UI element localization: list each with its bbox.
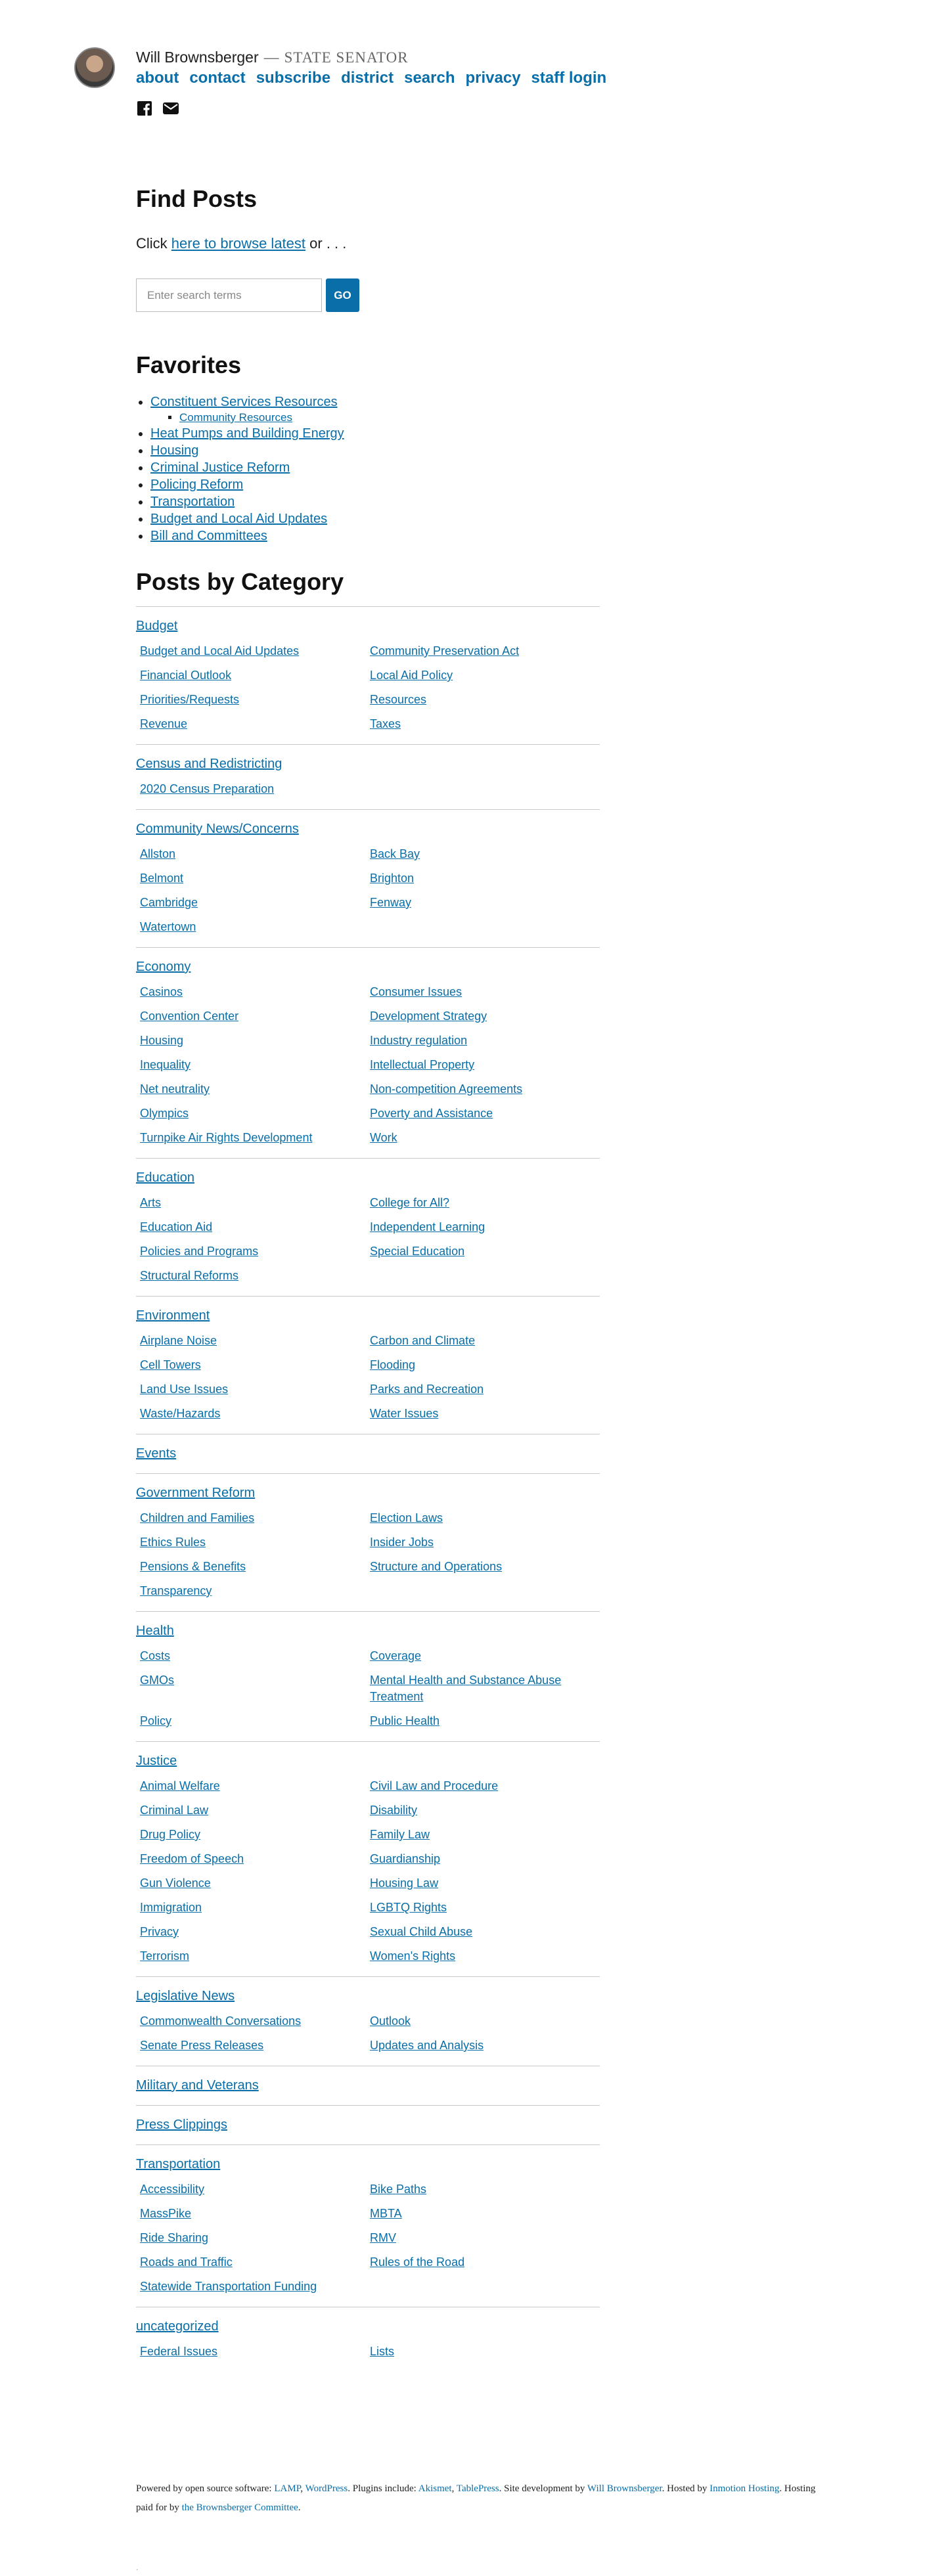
subcategory-link[interactable]: Policy (140, 1714, 172, 1727)
subcategory-link[interactable]: Non-competition Agreements (370, 1082, 523, 1096)
category-link[interactable]: Economy (136, 960, 191, 974)
subcategory-cell (140, 692, 370, 708)
subcategory-link[interactable]: Commonwealth Conversations (140, 2014, 302, 2028)
subcategory-cell (370, 984, 600, 1000)
categories-title: Posts by Category (136, 568, 344, 595)
subcategory-cell (370, 1008, 600, 1025)
favorite-item (150, 459, 600, 476)
subcategory-cell (370, 1672, 600, 1705)
category-section (136, 1611, 600, 1741)
subcategory-cell (140, 984, 370, 1000)
subcategory-cell (370, 1057, 600, 1073)
category-link[interactable]: Community News/Concerns (136, 822, 299, 836)
subcategory-link[interactable]: Sexual Child Abuse (370, 1925, 473, 1938)
subcategory-link[interactable]: Intellectual Property (370, 1058, 475, 1071)
subcategory-cell (370, 716, 600, 732)
subcategory-cell (140, 1381, 370, 1398)
subcategory-grid (136, 1195, 600, 1284)
nav-contact[interactable]: contact (189, 69, 246, 87)
footer-lamp-link[interactable]: LAMP (274, 2483, 301, 2494)
subcategory-link[interactable]: Criminal Law (140, 1804, 209, 1817)
subcategory-link[interactable]: Education Aid (140, 1220, 213, 1233)
site-role: STATE SENATOR (284, 49, 409, 66)
category-section (136, 2144, 600, 2307)
subcategory-link[interactable]: Land Use Issues (140, 1383, 229, 1396)
category-section (136, 1158, 600, 1296)
subcategory-cell (370, 1510, 600, 1526)
subcategory-cell (140, 1130, 370, 1146)
subcategory-cell (370, 1081, 600, 1098)
subcategory-cell (140, 1802, 370, 1819)
subcategory-link[interactable]: Water Issues (370, 1407, 439, 1420)
category-section (136, 1976, 600, 2066)
subcategory-grid (136, 1333, 600, 1422)
subcategory-grid (136, 1778, 600, 1965)
subcategory-cell (370, 2254, 600, 2271)
subcategory-cell (370, 2343, 600, 2360)
subcategory-link[interactable]: Waste/Hazards (140, 1407, 221, 1420)
subcategory-cell (140, 2254, 370, 2271)
footer-dev-link[interactable]: Will Brownsberger (587, 2483, 662, 2494)
subcategory-link[interactable]: Family Law (370, 1828, 430, 1841)
avatar[interactable] (74, 47, 115, 88)
email-icon[interactable] (162, 100, 179, 117)
favorite-link[interactable]: Policing Reform (150, 477, 244, 492)
category-section (136, 2066, 600, 2105)
subcategory-link[interactable]: Development Strategy (370, 1010, 487, 1023)
category-section (136, 1473, 600, 1611)
subcategory-link[interactable]: Drug Policy (140, 1828, 201, 1841)
subcategory-cell (140, 667, 370, 684)
subcategory-cell (140, 1243, 370, 1260)
title-separator: — (263, 49, 279, 66)
category-section (136, 2307, 600, 2372)
subcategory-cell (370, 1130, 600, 1146)
facebook-icon[interactable] (136, 100, 153, 117)
favorite-link[interactable]: Budget and Local Aid Updates (150, 512, 328, 526)
category-section (136, 2105, 600, 2144)
subcategory-link[interactable]: Allston (140, 847, 176, 860)
subcategory-link[interactable]: Local Aid Policy (370, 669, 453, 682)
subcategory-cell (140, 846, 370, 862)
subcategory-cell (370, 1827, 600, 1843)
footer-end: . (298, 2502, 301, 2513)
subcategory-link[interactable]: Roads and Traffic (140, 2255, 233, 2269)
subcategory-cell (140, 919, 370, 935)
subcategory-cell (140, 1875, 370, 1892)
favorite-link[interactable]: Bill and Committees (150, 529, 267, 543)
subcategory-cell (140, 870, 370, 887)
subcategory-cell (370, 1219, 600, 1235)
subcategory-link[interactable]: Cell Towers (140, 1358, 201, 1371)
subcategory-grid (136, 643, 600, 732)
subcategory-cell (140, 1948, 370, 1965)
category-link[interactable]: Budget (136, 619, 178, 633)
favorite-item (150, 510, 600, 527)
subcategory-link[interactable]: Taxes (370, 717, 401, 730)
category-list (136, 606, 600, 2372)
subcategory-cell (140, 1851, 370, 1867)
site-footer: Powered by open source software: LAMP, WordPress. Plugins include: Akismet, TablePress. Site development by Will Brownsberger. Hosted by Inmotion Hosting. Hosting paid for by the Brownsberger Committee. (136, 2483, 816, 2513)
subcategory-link[interactable]: Insider Jobs (370, 1536, 434, 1549)
subcategory-link[interactable]: Gun Violence (140, 1876, 211, 1890)
subcategory-link[interactable]: Civil Law and Procedure (370, 1779, 499, 1792)
subcategory-link[interactable]: Structural Reforms (140, 1269, 239, 1282)
subcategory-cell (140, 895, 370, 911)
subcategory-link[interactable]: Privacy (140, 1925, 179, 1938)
favorite-subitem (179, 411, 600, 425)
subcategory-link[interactable]: Poverty and Assistance (370, 1107, 493, 1120)
subcategory-link[interactable]: Transparency (140, 1584, 212, 1597)
subcategory-link[interactable]: Public Health (370, 1714, 440, 1727)
subcategory-link[interactable]: Pensions & Benefits (140, 1560, 246, 1573)
subcategory-grid (136, 2013, 600, 2054)
subcategory-link[interactable]: Work (370, 1131, 397, 1144)
category-link[interactable]: Legislative News (136, 1989, 235, 2003)
subcategory-cell (140, 1778, 370, 1794)
subcategory-link[interactable]: MassPike (140, 2207, 192, 2220)
subcategory-link[interactable]: Industry regulation (370, 1034, 468, 1047)
subcategory-cell (140, 1899, 370, 1916)
footer-plugins-prefix: . Plugins include: (348, 2483, 417, 2494)
subcategory-cell (370, 2230, 600, 2246)
find-posts-title: Find Posts (136, 185, 258, 212)
go-button[interactable]: GO (326, 278, 359, 312)
subcategory-cell (370, 1802, 600, 1819)
subcategory-cell (370, 692, 600, 708)
subcategory-link[interactable]: RMV (370, 2231, 396, 2244)
footer-host-link[interactable]: Inmotion Hosting (710, 2483, 780, 2494)
category-link[interactable]: Events (136, 1446, 177, 1461)
nav-privacy[interactable]: privacy (465, 69, 521, 87)
subcategory-link[interactable]: Bike Paths (370, 2183, 427, 2196)
subcategory-link[interactable]: Olympics (140, 1107, 189, 1120)
subcategory-cell (140, 1008, 370, 1025)
favorite-link[interactable]: Constituent Services Resources (150, 395, 338, 409)
subcategory-link[interactable]: Accessibility (140, 2183, 205, 2196)
category-link[interactable]: Justice (136, 1754, 177, 1768)
subcategory-cell (140, 1827, 370, 1843)
subcategory-cell (370, 1033, 600, 1049)
footer-powered-prefix: Powered by open source software: (136, 2483, 272, 2494)
site-name[interactable]: Will Brownsberger (136, 49, 259, 66)
category-link[interactable]: Census and Redistricting (136, 757, 282, 771)
subcategory-grid (136, 2181, 600, 2295)
category-link[interactable]: Press Clippings (136, 2118, 227, 2132)
subcategory-cell (140, 1713, 370, 1729)
subcategory-link[interactable]: Convention Center (140, 1010, 239, 1023)
subcategory-link[interactable]: Updates and Analysis (370, 2039, 484, 2052)
subcategory-cell (140, 1081, 370, 1098)
browse-prefix: Click (136, 235, 168, 252)
nav-about[interactable]: about (136, 69, 179, 87)
subcategory-link[interactable]: College for All? (370, 1196, 450, 1209)
subcategory-link[interactable]: Resources (370, 693, 427, 706)
favorite-link[interactable]: Housing (150, 443, 199, 458)
subcategory-cell (370, 846, 600, 862)
subcategory-cell (140, 1510, 370, 1526)
subcategory-link[interactable]: Flooding (370, 1358, 416, 1371)
subcategory-cell (370, 2013, 600, 2030)
category-link[interactable]: Health (136, 1624, 174, 1638)
favorite-item (150, 527, 600, 544)
main-nav (136, 69, 606, 87)
subcategory-link[interactable]: Lists (370, 2345, 395, 2358)
subcategory-cell (370, 1713, 600, 1729)
subcategory-link[interactable]: Budget and Local Aid Updates (140, 644, 300, 657)
subcategory-cell (370, 1559, 600, 1575)
subcategory-cell (370, 2037, 600, 2054)
subcategory-link[interactable]: Structure and Operations (370, 1560, 503, 1573)
subcategory-link[interactable]: Senate Press Releases (140, 2039, 264, 2052)
subcategory-cell (370, 895, 600, 911)
subcategory-cell (370, 1195, 600, 1211)
favorite-sublist (150, 411, 600, 425)
subcategory-link[interactable]: Housing (140, 1034, 184, 1047)
subcategory-link[interactable]: Airplane Noise (140, 1334, 217, 1347)
subcategory-cell (140, 2013, 370, 2030)
nav-staff-login[interactable]: staff login (531, 69, 607, 87)
subcategory-cell (140, 1195, 370, 1211)
subcategory-cell (370, 2181, 600, 2198)
subcategory-link[interactable]: 2020 Census Preparation (140, 782, 275, 795)
favorite-link[interactable]: Heat Pumps and Building Energy (150, 426, 344, 441)
subcategory-link[interactable]: LGBTQ Rights (370, 1901, 447, 1914)
favorite-item (150, 393, 600, 425)
subcategory-link[interactable]: Policies and Programs (140, 1245, 259, 1258)
favorite-item (150, 442, 600, 459)
subcategory-link[interactable]: Consumer Issues (370, 985, 462, 998)
subcategory-cell (140, 1583, 370, 1599)
subcategory-grid (136, 2343, 600, 2360)
bottom-mark: . (136, 2563, 139, 2572)
browse-latest-link[interactable]: here to browse latest (171, 235, 306, 252)
category-link[interactable]: uncategorized (136, 2319, 219, 2334)
subcategory-cell (370, 1851, 600, 1867)
subcategory-link[interactable]: Guardianship (370, 1852, 441, 1865)
category-section (136, 1741, 600, 1976)
subcategory-cell (370, 870, 600, 887)
subcategory-cell (370, 1875, 600, 1892)
subcategory-link[interactable]: Financial Outlook (140, 669, 232, 682)
subcategory-cell (140, 2181, 370, 2198)
subcategory-link[interactable]: Belmont (140, 872, 184, 885)
subcategory-cell (140, 643, 370, 659)
favorite-item (150, 476, 600, 493)
subcategory-link[interactable]: Community Preservation Act (370, 644, 520, 657)
nav-district[interactable]: district (341, 69, 394, 87)
category-section (136, 1434, 600, 1473)
subcategory-cell (140, 1534, 370, 1551)
subcategory-link[interactable]: Cambridge (140, 896, 198, 909)
category-link[interactable]: Government Reform (136, 1486, 256, 1500)
subcategory-link[interactable]: Costs (140, 1649, 171, 1662)
subcategory-link[interactable]: Casinos (140, 985, 183, 998)
category-link[interactable]: Education (136, 1170, 194, 1185)
favorite-item (150, 493, 600, 510)
subcategory-cell (370, 1778, 600, 1794)
site-title (136, 49, 409, 66)
subcategory-link[interactable]: Inequality (140, 1058, 191, 1071)
subcategory-link[interactable]: Federal Issues (140, 2345, 218, 2358)
subcategory-cell (140, 1268, 370, 1284)
nav-subscribe[interactable]: subscribe (256, 69, 331, 87)
subcategory-link[interactable]: Outlook (370, 2014, 411, 2028)
subcategory-link[interactable]: Brighton (370, 872, 415, 885)
subcategory-cell (140, 1033, 370, 1049)
subcategory-cell (140, 2037, 370, 2054)
subcategory-link[interactable]: Priorities/Requests (140, 693, 240, 706)
category-link[interactable]: Transportation (136, 2157, 221, 2171)
subcategory-cell (370, 1948, 600, 1965)
subcategory-link[interactable]: Back Bay (370, 847, 420, 860)
subcategory-link[interactable]: Parks and Recreation (370, 1383, 484, 1396)
footer-akismet-link[interactable]: Akismet (418, 2483, 452, 2494)
subcategory-link[interactable]: Election Laws (370, 1511, 443, 1524)
nav-search[interactable]: search (404, 69, 455, 87)
subcategory-link[interactable]: Disability (370, 1804, 418, 1817)
category-section (136, 809, 600, 947)
subcategory-cell (140, 1406, 370, 1422)
subcategory-cell (370, 1648, 600, 1664)
favorite-sublink[interactable]: Community Resources (179, 411, 292, 424)
subcategory-link[interactable]: Immigration (140, 1901, 202, 1914)
favorite-item (150, 425, 600, 442)
subcategory-link[interactable]: Mental Health and Substance Abuse Treatment (370, 1674, 562, 1703)
footer-wordpress-link[interactable]: WordPress (305, 2483, 348, 2494)
subcategory-link[interactable]: Arts (140, 1196, 162, 1209)
subcategory-cell (370, 1899, 600, 1916)
category-section (136, 606, 600, 744)
subcategory-cell (370, 1406, 600, 1422)
subcategory-link[interactable]: Ethics Rules (140, 1536, 206, 1549)
footer-paid-prefix: . Hosting paid for by (136, 2483, 816, 2513)
subcategory-link[interactable]: Coverage (370, 1649, 422, 1662)
subcategory-link[interactable]: Terrorism (140, 1949, 189, 1963)
subcategory-link[interactable]: Watertown (140, 920, 196, 933)
subcategory-cell (370, 667, 600, 684)
subcategory-link[interactable]: Revenue (140, 717, 188, 730)
subcategory-link[interactable]: Carbon and Climate (370, 1334, 476, 1347)
subcategory-cell (140, 1357, 370, 1373)
footer-committee-link[interactable]: the Brownsberger Committee (181, 2502, 298, 2513)
subcategory-cell (140, 2206, 370, 2222)
subcategory-cell (140, 1333, 370, 1349)
subcategory-cell (140, 1219, 370, 1235)
subcategory-cell (370, 1333, 600, 1349)
subcategory-cell (140, 1924, 370, 1940)
subcategory-link[interactable]: Special Education (370, 1245, 465, 1258)
subcategory-cell (370, 1105, 600, 1122)
subcategory-link[interactable]: Ride Sharing (140, 2231, 209, 2244)
subcategory-link[interactable]: Animal Welfare (140, 1779, 220, 1792)
category-link[interactable]: Environment (136, 1308, 210, 1323)
subcategory-cell (370, 1381, 600, 1398)
subcategory-cell (140, 1057, 370, 1073)
subcategory-cell (370, 1924, 600, 1940)
footer-hosted-prefix: . Hosted by (662, 2483, 708, 2494)
subcategory-cell (140, 1105, 370, 1122)
subcategory-cell (140, 716, 370, 732)
subcategory-link[interactable]: Freedom of Speech (140, 1852, 244, 1865)
subcategory-cell (370, 2206, 600, 2222)
favorite-link[interactable]: Criminal Justice Reform (150, 460, 290, 475)
subcategory-link[interactable]: Rules of the Road (370, 2255, 465, 2269)
subcategory-cell (370, 643, 600, 659)
subcategory-grid (136, 1648, 600, 1729)
subcategory-link[interactable]: Housing Law (370, 1876, 439, 1890)
favorites-list (136, 393, 600, 544)
subcategory-link[interactable]: MBTA (370, 2207, 402, 2220)
subcategory-link[interactable]: Turnpike Air Rights Development (140, 1131, 313, 1144)
main-content (136, 185, 600, 2372)
subcategory-link[interactable]: Net neutrality (140, 1082, 210, 1096)
subcategory-link[interactable]: Children and Families (140, 1511, 255, 1524)
subcategory-grid (136, 781, 600, 797)
subcategory-cell (140, 781, 370, 797)
subcategory-link[interactable]: Women's Rights (370, 1949, 456, 1963)
subcategory-cell (140, 2278, 370, 2295)
category-link[interactable]: Military and Veterans (136, 2078, 259, 2093)
subcategory-cell (370, 1534, 600, 1551)
subcategory-grid (136, 984, 600, 1146)
browse-suffix: or . . . (309, 235, 347, 252)
favorite-link[interactable]: Transportation (150, 495, 235, 509)
subcategory-link[interactable]: Statewide Transportation Funding (140, 2280, 317, 2293)
subcategory-cell (140, 1672, 370, 1705)
subcategory-grid (136, 846, 600, 935)
subcategory-link[interactable]: Independent Learning (370, 1220, 485, 1233)
footer-tablepress-link[interactable]: TablePress (456, 2483, 499, 2494)
category-section (136, 1296, 600, 1434)
category-section (136, 744, 600, 809)
subcategory-link[interactable]: GMOs (140, 1674, 174, 1687)
subcategory-grid (136, 1510, 600, 1599)
subcategory-cell (370, 1243, 600, 1260)
footer-dev-prefix: . Site development by (499, 2483, 585, 2494)
search-form (136, 278, 600, 312)
subcategory-cell (140, 2230, 370, 2246)
subcategory-cell (140, 1559, 370, 1575)
browse-line (136, 235, 600, 252)
subcategory-link[interactable]: Fenway (370, 896, 412, 909)
category-section (136, 947, 600, 1158)
search-input[interactable] (136, 278, 322, 312)
social-links (136, 100, 179, 117)
favorites-title: Favorites (136, 351, 242, 378)
subcategory-cell (140, 1648, 370, 1664)
subcategory-cell (140, 2343, 370, 2360)
subcategory-cell (370, 1357, 600, 1373)
